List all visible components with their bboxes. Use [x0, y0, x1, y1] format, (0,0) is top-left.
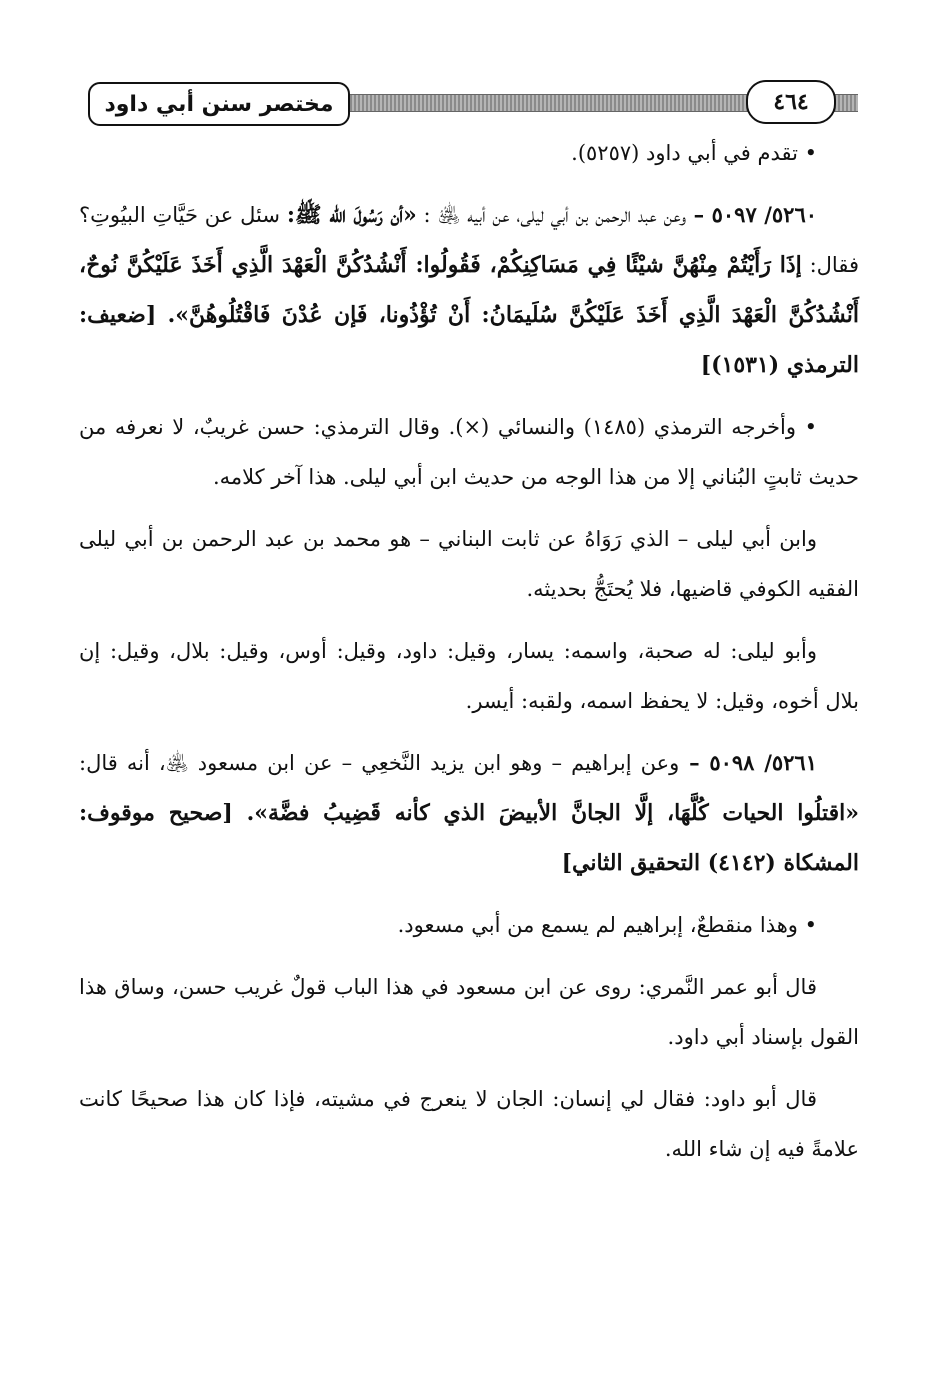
hadith-5261 — [79, 738, 859, 888]
page-body — [79, 128, 859, 1174]
commentary-paragraph: وابن أبي ليلى – الذي رَوَاهُ عن ثابت البناني – هو محمد بن عبد الرحمن بن أبي ليلى الفقيه الكوفي قاضيها، فلا يُحتَجُّ بحديثه. — [79, 527, 859, 601]
hadith-question: سئل عن حَيَّاتِ البيُوتِ؟ فقال: — [79, 203, 859, 277]
hadith-grading: [صحيح موقوف: المشكاة (٤١٤٢) التحقيق الثاني] — [79, 800, 859, 876]
hadith-number: ٥٢٦١/ ٥٠٩٨ – — [679, 750, 817, 775]
commentary-paragraph: قال أبو داود: فقال لي إنسان: الجان لا ينعرج في مشيته، فإذا كان هذا صحيحًا كانت علامةً فيه إن شاء الله. — [79, 1087, 859, 1161]
page-number: ٤٦٤ — [746, 80, 836, 124]
hadith-5260 — [79, 190, 859, 390]
hadith-grading: [ضعيف: الترمذي (١٥٣١)] — [79, 302, 859, 378]
commentary-paragraph: • وأخرجه الترمذي (١٤٨٥) والنسائي (×). وقال الترمذي: حسن غريبٌ، لا نعرفه من حديث ثابتٍ البُناني إلا من هذا الوجه من حديث ابن أبي ليلى. هذا آخر كلامه. — [79, 415, 859, 489]
hadith-text: «اقتلُوا الحيات كُلَّهَا، إلَّا الجانَّ الأبيضَ الذي كأنه قَضِيبُ فضَّة». — [246, 800, 859, 826]
hadith-chain: وعن عبد الرحمن بن أبي ليلى، عن أبيه ﵁ : — [416, 203, 687, 227]
note-paragraph: • وهذا منقطعٌ، إبراهيم لم يسمع من أبي مسعود. — [397, 913, 817, 937]
note-paragraph: • تقدم في أبي داود (٥٢٥٧). — [571, 141, 817, 165]
hadith-quote-start: «أن رَسُولَ الله ﷺ: — [286, 202, 417, 228]
commentary-paragraph: وأبو ليلى: له صحبة، واسمه: يسار، وقيل: داود، وقيل: أوس، وقيل: بلال، وقيل: إن بلال أخوه، وقيل: لا يحفظ اسمه، ولقبه: أيسر. — [79, 639, 859, 713]
hadith-number: ٥٢٦٠/ ٥٠٩٧ – — [686, 202, 818, 227]
running-title: مختصر سنن أبي داود — [88, 82, 350, 126]
hadith-chain: وعن إبراهيم – وهو ابن يزيد النَّخعِي – عن ابن مسعود ﵁، أنه قال: — [79, 751, 680, 775]
commentary-paragraph: قال أبو عمر النَّمري: روى عن ابن مسعود في هذا الباب قولٌ غريب حسن، وساق هذا القول بإسناد أبي داود. — [79, 975, 859, 1049]
page-header — [88, 80, 848, 130]
hadith-text: إذَا رَأَيْتُمْ مِنْهُنَّ شيْئًا فِي مَسَاكِنِكُمْ، فَقُولُوا: أَنْشُدُكُنَّ الْعَهْدَ الَّذِي أَخَذَ عَلَيْكُنَّ نُوحٌ، أَنْشُدُكُنَّ الْعَهْدَ الَّذِي أَخَذَ عَلَيْكُنَّ سُلَيمَانُ: أَنْ تُؤْذُونا، فَإن عُدْنَ فَاقْتُلُوهُنَّ». — [79, 252, 859, 328]
